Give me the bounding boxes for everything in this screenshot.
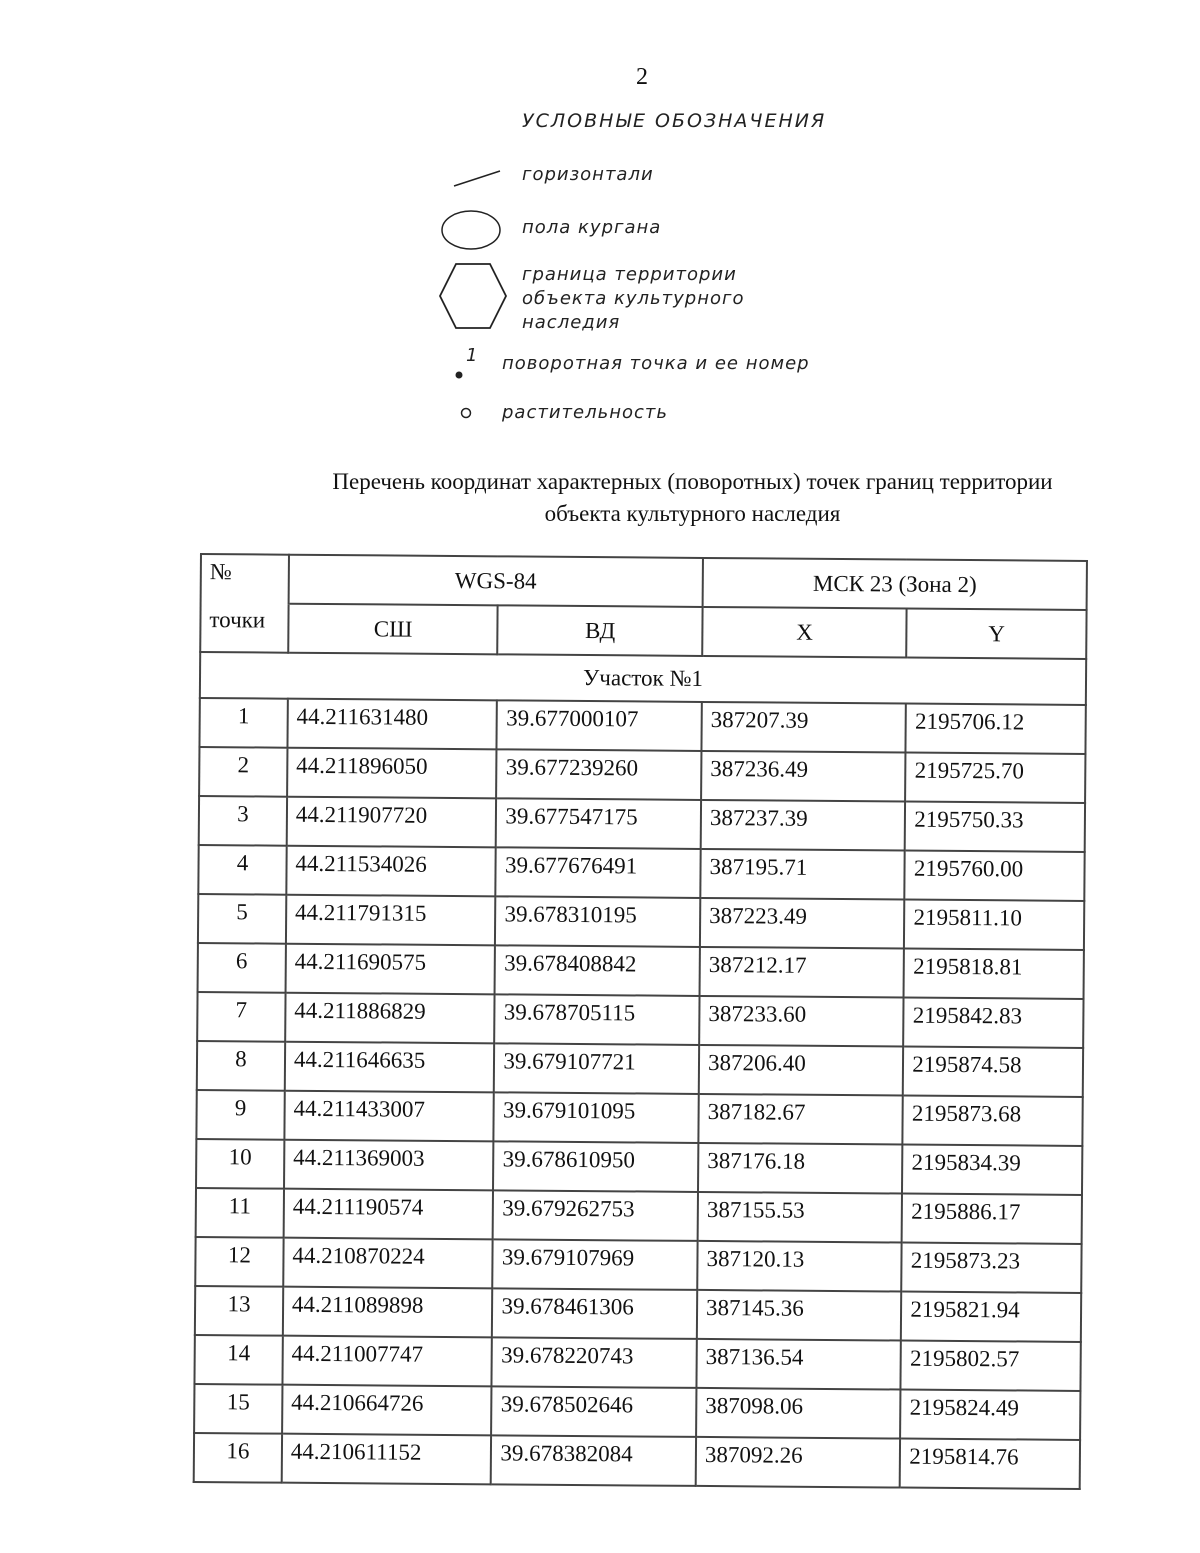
caption-line-1: Перечень координат характерных (поворотных) точек границ территории (332, 469, 1053, 494)
cell-x: 387206.40 (699, 1045, 904, 1096)
territory-boundary-hexagon-icon (436, 260, 508, 332)
mound-ellipse-icon (440, 208, 504, 252)
header-longitude: ВД (498, 605, 703, 656)
cell-x: 387155.53 (698, 1192, 903, 1243)
cell-longitude: 39.677676491 (496, 847, 701, 898)
cell-x: 387092.26 (696, 1437, 901, 1488)
header-group-msk23: МСК 23 (Зона 2) (703, 558, 1087, 610)
cell-latitude: 44.211896050 (287, 748, 497, 799)
cell-point-number: 5 (198, 894, 286, 944)
cell-latitude: 44.211534026 (286, 846, 496, 897)
cell-longitude: 39.677239260 (497, 749, 702, 800)
cell-y: 2195750.33 (905, 802, 1085, 852)
cell-longitude: 39.678220743 (492, 1337, 697, 1388)
cell-x: 387223.49 (700, 898, 905, 949)
table-row (196, 1090, 1082, 1146)
header-latitude: СШ (288, 604, 498, 655)
cell-y: 2195802.57 (901, 1341, 1081, 1391)
cell-y: 2195824.49 (900, 1390, 1080, 1440)
cell-point-number: 4 (198, 845, 286, 895)
table-row (197, 1041, 1083, 1097)
table-row (198, 943, 1084, 999)
section-title: Участок №1 (200, 652, 1086, 705)
legend-label-vegetation: растительность (502, 402, 668, 423)
cell-longitude: 39.678310195 (495, 896, 700, 947)
header-group-wgs84: WGS-84 (288, 555, 703, 607)
cell-longitude: 39.678502646 (492, 1386, 697, 1437)
cell-latitude: 44.211907720 (287, 797, 497, 848)
table-row (199, 698, 1085, 754)
cell-y: 2195886.17 (902, 1194, 1082, 1244)
cell-y: 2195821.94 (901, 1292, 1081, 1342)
header-y: Y (907, 609, 1087, 659)
cell-x: 387120.13 (697, 1241, 902, 1292)
cell-point-number: 14 (194, 1335, 282, 1385)
table-row (194, 1384, 1080, 1440)
header-number-bottom: точки (200, 603, 288, 653)
cell-point-number: 9 (196, 1090, 284, 1140)
cell-longitude: 39.678408842 (495, 945, 700, 996)
cell-latitude: 44.211791315 (286, 895, 496, 946)
cell-point-number: 15 (194, 1384, 282, 1434)
table-row (197, 992, 1083, 1048)
table-row (196, 1188, 1082, 1244)
legend-label-turning-point: поворотная точка и ее номер (502, 353, 810, 374)
cell-x: 387176.18 (698, 1143, 903, 1194)
cell-latitude: 44.210870224 (283, 1238, 493, 1289)
cell-x: 387098.06 (696, 1388, 901, 1439)
cell-x: 387195.71 (700, 849, 905, 900)
cell-y: 2195874.58 (903, 1047, 1083, 1097)
contour-line-icon (452, 166, 504, 190)
cell-y: 2195834.39 (902, 1145, 1082, 1195)
cell-point-number: 8 (197, 1041, 285, 1091)
cell-longitude: 39.678382084 (491, 1435, 696, 1486)
cell-latitude: 44.211007747 (282, 1336, 492, 1387)
page-number: 2 (636, 64, 648, 90)
coordinates-table (193, 553, 1088, 1490)
table-row (194, 1335, 1080, 1391)
table-row (199, 747, 1085, 803)
cell-y: 2195873.68 (903, 1096, 1083, 1146)
cell-point-number: 3 (199, 796, 287, 846)
cell-latitude: 44.211369003 (284, 1140, 494, 1191)
cell-latitude: 44.211646635 (285, 1042, 495, 1093)
cell-longitude: 39.678461306 (492, 1288, 697, 1339)
cell-longitude: 39.679107721 (494, 1043, 699, 1094)
turning-point-marker: 1 (466, 345, 479, 366)
cell-latitude: 44.210664726 (282, 1385, 492, 1436)
cell-longitude: 39.678610950 (493, 1141, 698, 1192)
table-row (194, 1433, 1080, 1489)
cell-longitude: 39.678705115 (495, 994, 700, 1045)
section-row (200, 652, 1086, 705)
legend-title: УСЛОВНЫЕ ОБОЗНАЧЕНИЯ (522, 110, 827, 132)
cell-longitude: 39.679107969 (493, 1239, 698, 1290)
legend (0, 0, 1200, 440)
cell-point-number: 6 (198, 943, 286, 993)
table-row (198, 894, 1084, 950)
cell-point-number: 11 (196, 1188, 284, 1238)
legend-label-boundary-3: наследия (522, 312, 621, 333)
legend-label-boundary-2: объекта культурного (522, 288, 745, 309)
cell-y: 2195814.76 (900, 1439, 1080, 1489)
cell-latitude: 44.211631480 (287, 699, 497, 750)
legend-label-boundary-1: граница территории (522, 264, 737, 285)
header-x: X (702, 607, 907, 658)
cell-longitude: 39.677547175 (496, 798, 701, 849)
legend-label-contours: горизонтали (522, 164, 654, 185)
cell-point-number: 10 (196, 1139, 284, 1189)
cell-y: 2195725.70 (905, 753, 1085, 803)
cell-y: 2195818.81 (904, 949, 1084, 999)
vegetation-circle-icon (458, 405, 474, 421)
table-caption (150, 466, 1200, 530)
cell-longitude: 39.677000107 (497, 700, 702, 751)
cell-point-number: 12 (195, 1237, 283, 1287)
cell-x: 387212.17 (700, 947, 905, 998)
cell-latitude: 44.211433007 (284, 1091, 494, 1142)
cell-latitude: 44.210611152 (282, 1434, 492, 1485)
table-row (198, 845, 1084, 901)
cell-y: 2195760.00 (905, 851, 1085, 901)
cell-latitude: 44.211690575 (285, 944, 495, 995)
cell-x: 387236.49 (701, 751, 906, 802)
cell-latitude: 44.211886829 (285, 993, 495, 1044)
cell-y: 2195706.12 (906, 704, 1086, 754)
caption-line-2: объекта культурного наследия (544, 501, 841, 526)
table-row (199, 796, 1085, 852)
cell-point-number: 7 (197, 992, 285, 1042)
table-row (195, 1286, 1081, 1342)
cell-y: 2195873.23 (902, 1243, 1082, 1293)
header-number-top: № (201, 554, 289, 604)
cell-x: 387237.39 (701, 800, 906, 851)
cell-x: 387145.36 (697, 1290, 902, 1341)
cell-y: 2195811.10 (904, 900, 1084, 950)
cell-x: 387136.54 (696, 1339, 901, 1390)
table-row (195, 1237, 1081, 1293)
table-row (196, 1139, 1082, 1195)
cell-x: 387233.60 (699, 996, 904, 1047)
cell-latitude: 44.211190574 (284, 1189, 494, 1240)
cell-latitude: 44.211089898 (283, 1287, 493, 1338)
cell-x: 387207.39 (701, 702, 906, 753)
legend-label-mound: пола кургана (522, 217, 662, 238)
cell-x: 387182.67 (698, 1094, 903, 1145)
cell-point-number: 13 (195, 1286, 283, 1336)
turning-point-icon (452, 368, 466, 382)
cell-longitude: 39.679101095 (494, 1092, 699, 1143)
cell-point-number: 1 (199, 698, 287, 748)
cell-point-number: 16 (194, 1433, 282, 1483)
cell-point-number: 2 (199, 747, 287, 797)
cell-longitude: 39.679262753 (493, 1190, 698, 1241)
cell-y: 2195842.83 (904, 998, 1084, 1048)
